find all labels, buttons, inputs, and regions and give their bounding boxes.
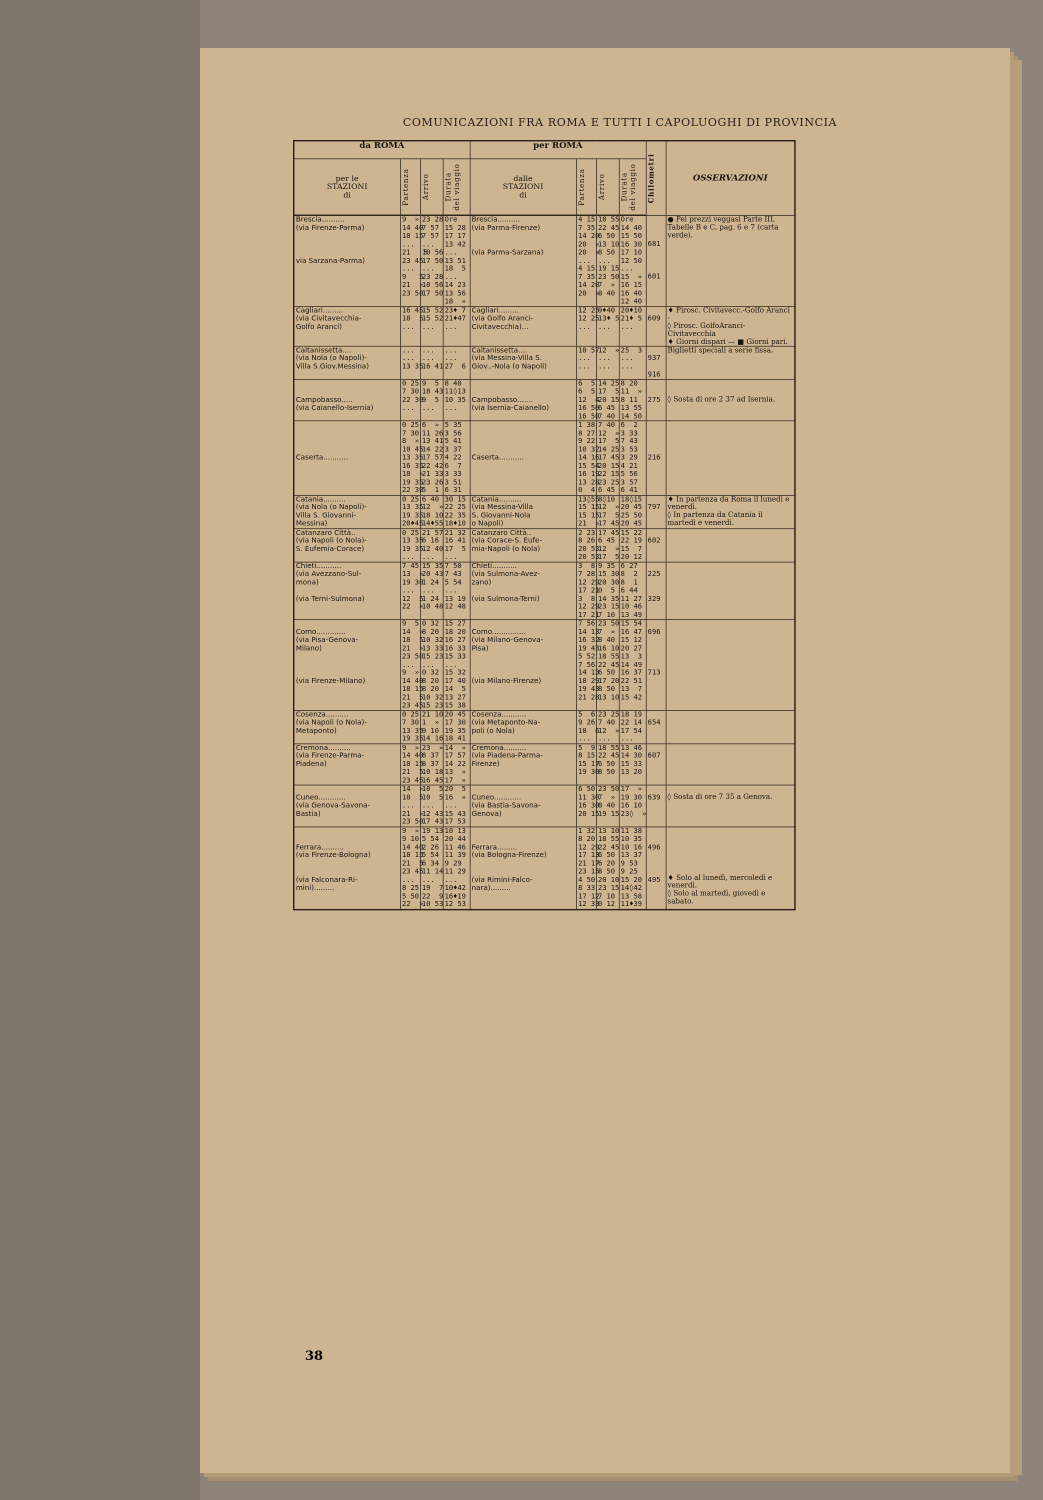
depart-time-cell: 12 25 12 25 ... xyxy=(576,306,596,346)
arrive-time-cell: 6 » 11 26 13 41 14 22 17 57 22 42 21 33 23 26 5 1 xyxy=(421,421,444,495)
arrive-time-cell: ... ... 16 41 xyxy=(420,346,443,379)
duration-cell: 8 40 11◊13 10 35 ... xyxy=(443,379,470,421)
depart-time-cell: 7 56 14 13 16 32 19 43 5 52 7 56 14 13 18 29 19 43 21 28 xyxy=(576,620,596,711)
duration-cell: 30 15 22 25 22 35 18♦10 xyxy=(443,495,470,528)
duration-cell: ... ... 27 6 xyxy=(443,346,470,379)
duration-cell: 20 5 16 » ... 15 43 17 53 xyxy=(443,785,470,827)
duration-cell: 23♦ 7 21♦47 ... xyxy=(443,306,470,346)
note-cell: Biglietti speciali a serie fissa. xyxy=(666,346,795,379)
duration-cell: 20 45 17 30 19 35 18 41 xyxy=(443,710,470,743)
stations-from-heading: dalle STAZIONI di xyxy=(470,159,577,215)
duration-cell: 6 27 8 2 8 1 6 44 11 27 10 46 13 49 xyxy=(619,562,646,620)
duration-cell: 11 38 10 35 10 16 13 37 9 53 9 25 15 20 14◊42 13 58 11♦39 xyxy=(619,827,646,910)
arrive-time-cell: 13 10 18 55 22 45 6 50 6 20 8 50 20 10 23 15 7 10 0 12 xyxy=(597,826,620,909)
duration-cell: 17 » 19 30 16 10 23◊ » xyxy=(619,785,646,827)
timetable-row xyxy=(294,528,795,561)
depart-time-cell: 9 » 14 40 18 15 ... 21 5 23 45 ... 9 5 21 » 23 50 xyxy=(400,215,420,306)
station-to-cell: Catanzaro Città.. (via Napoli (o Nola)- S. Eufemia-Corace) xyxy=(294,528,401,561)
note-cell: ♦ Pirosc. Civitavecc.-Golfo Aranci · ◊ Pirosc. GolfoAranci-Civitavecchia ♦ Giorni dispari — ■ Giorni pari. xyxy=(666,306,795,346)
arrive-time-cell: 18 55 22 45 6 50 8 50 xyxy=(596,744,619,786)
km-cell: 216 xyxy=(646,421,666,495)
duration-cell: 18◊15 20 45 25 50 20 45 xyxy=(619,495,646,528)
arrive-time-cell: 23 50 7 » 8 40 19 15 xyxy=(596,785,619,827)
depart-time-cell: 13◊55 15 15 15 15 21 » xyxy=(578,495,600,528)
note-cell xyxy=(666,528,795,561)
depart-time-cell: 4 15 7 35 14 20 20 » 20 » ... 4 15 7 35 14 20 20 » xyxy=(576,215,596,306)
arrive-time-cell: 9♦40 13♦ 5 ... xyxy=(596,306,619,346)
note-cell xyxy=(666,710,795,743)
depart-time-cell: 0 25 7 30 13 35 19 35 xyxy=(401,710,424,743)
depart-time-cell: 9 5 14 » 18 5 21 » 23 50 ... 9 » 14 40 18 15 21 5 23 45 xyxy=(401,619,424,710)
depart-time-cell: 1 32 8 20 12 29 17 13 21 17 23 15 4 50 8 33 17 12 12 33 xyxy=(578,826,600,909)
duration-cell: 25 3 ... ... xyxy=(619,346,646,379)
depart-time-cell: 0 25 7 30 8 » 10 45 13 35 16 35 18 » 19 35 22 30 xyxy=(401,421,424,495)
duration-cell: 18 19 22 14 17 54 ... xyxy=(619,710,646,743)
depart-time-cell: 0 25 13 35 19 35 20♦45 xyxy=(401,495,424,528)
duration-cell: 13 46 14 30 15 33 13 20 xyxy=(619,744,646,786)
to-rome-heading: per ROMA xyxy=(470,141,646,159)
km-cell: 225 329 xyxy=(646,562,666,620)
timetable-row xyxy=(294,215,795,306)
station-from-cell: Ferrara......... (via Bologna-Firenze) (via Rimini-Falco- nara)......... xyxy=(470,827,577,910)
note-cell: ♦ Solo al lunedì, mercoledì e venerdì. ◊ Solo al martedì, giovedì e sabato. xyxy=(666,827,795,910)
duration-cell: 5 35 3 56 5 41 3 37 4 22 6 7 3 33 3 51 6 31 xyxy=(443,421,470,495)
depart-time-cell: 5 9 8 15 15 17 19 30 xyxy=(576,744,596,786)
arrive-time-cell: 6 40 12 » 18 10 14♦55 xyxy=(421,495,444,528)
km-cell: 609 xyxy=(646,306,666,346)
arrive-time-cell: 9 35 15 30 20 30 0 5 14 35 23 15 7 10 xyxy=(597,562,620,619)
depart-time-cell: 2 23 8 26 20 53 20 53 xyxy=(578,528,600,562)
arrive-time-cell: 23 50 7 » 8 40 16 10 18 55 22 45 6 50 17 20 8 50 13 10 xyxy=(596,620,619,711)
duration-cell: 6 2 3 33 7 43 3 53 3 29 4 21 5 56 3 57 6 41 xyxy=(619,421,646,495)
km-cell: 937 916 xyxy=(646,346,666,379)
station-from-cell: Catania.......... (via Messina-Villa S. Giovanni-Nola o Napoli) xyxy=(470,495,577,528)
station-from-cell: Cagliari......... (via Golfo Aranci- Civitavecchia)... xyxy=(470,306,577,346)
arrive-time-cell: 14 25 17 5 20 15 6 45 7 40 xyxy=(597,379,620,421)
duration-cell: 15 22 22 19 15 7 20 12 xyxy=(619,528,646,561)
note-cell: ◊ Sosta di ore 7 35 a Genova. xyxy=(666,785,795,827)
station-from-cell: Cremona.......... (via Piadena-Parma- Firenze) xyxy=(470,744,577,786)
station-to-cell: Caserta........... xyxy=(294,421,401,495)
km-cell: 639 xyxy=(646,785,666,827)
duration-heading: Durata del viaggio xyxy=(620,163,637,211)
duration-cell: 15 54 16 47 15 12 20 27 13 3 14 49 16 37 22 51 13 7 15 42 xyxy=(619,620,646,711)
timetable-row xyxy=(294,744,795,786)
km-cell: 696 713 xyxy=(646,620,666,711)
station-to-cell: Brescia.......... (via Firenze-Parma) via Sarzana-Parma) xyxy=(294,215,401,306)
depart-time-cell: 0 25 7 30 22 30 ... xyxy=(400,379,420,421)
station-to-cell: Cagliari......... (via Civitavecchia- Golfo Aranci) xyxy=(294,306,401,346)
timetable-row xyxy=(294,620,795,711)
arrive-time-cell: 21 57 6 16 12 40 ... xyxy=(421,528,444,562)
note-cell: ♦ In partenza da Roma il lunedì e venerdì. ◊ In partenza da Catania il martedì e venerdì. xyxy=(666,495,795,528)
duration-cell: 7 50 7 43 5 54 ... 13 19 12 48 xyxy=(443,562,470,620)
station-from-cell: Chieti........... (via Sulmona-Avez- zano) (via Sulmona-Terni) xyxy=(470,562,577,620)
km-cell: 681 601 xyxy=(646,215,666,306)
note-cell: ◊ Sosta di ore 2 37 ad Isernia. xyxy=(666,379,795,421)
depart-time-cell: 5 6 9 26 18 6 ... xyxy=(578,710,600,743)
arrive-time-cell: 8◊10 12 » 17 5 17 45 xyxy=(597,495,620,528)
depart-time-cell: 6 5 6 5 12 4 16 50 16 50 xyxy=(578,379,600,421)
arrive-time-cell: 0 32 8 20 10 32 13 33 15 23 ... 0 32 8 20 8 20 10 32 15 23 xyxy=(421,619,444,710)
arrive-time-cell: 23 28 7 57 7 57 ... 10 56 17 50 ... 23 28 10 56 17 50 xyxy=(420,215,443,306)
depart-time-cell: 3 8 7 28 12 29 17 21 3 8 12 29 17 21 xyxy=(578,562,600,619)
timetable-row xyxy=(294,421,795,495)
depart-time-cell: 6 50 11 30 16 30 20 15 xyxy=(576,785,596,827)
arrive-time-cell: 17 45 6 45 12 » 17 5 xyxy=(597,528,620,562)
duration-cell: 20♦10 21♦ 5 ... xyxy=(619,306,646,346)
book-spine xyxy=(0,0,200,1500)
duration-cell: Ore 14 40 15 50 16 30 17 10 12 50 ... 15 » 16 15 16 40 12 40 xyxy=(619,215,646,306)
station-from-cell: Cosenza........... (via Metaponto-Na- poli (o Nola) xyxy=(470,710,577,743)
duration-cell: 8 20 11 » 8 11 13 55 14 50 xyxy=(619,379,646,421)
arrive-time-cell: 18 55 22 45 6 50 13 10 8 50 ... 19 15 23 50 7 » 8 40 xyxy=(596,215,619,306)
arrive-time-cell: 12 » ... ... xyxy=(596,346,619,379)
departure-heading: Partenza xyxy=(578,168,586,206)
note-cell: ● Pei prezzi veggasi Parte III, Tabelle B e C, pag. 6 e 7 (carta verde). xyxy=(666,215,795,306)
station-to-cell: Ferrara.......... (via Firenze-Bologna) (via Falconara-Ri- mini)......... xyxy=(294,827,401,910)
arrive-time-cell: 23 » 8 37 8 37 10 18 16 45 xyxy=(421,743,444,785)
timetable-row xyxy=(294,562,795,620)
station-from-cell: Brescia.......... (via Parma-Firenze) (via Parma-Sarzana) xyxy=(470,215,577,306)
timetable xyxy=(293,140,794,1203)
depart-time-cell: 16 45 18 5 ... xyxy=(400,306,420,346)
km-cell: 654 xyxy=(646,710,666,743)
station-to-cell: Como............. (via Pisa-Genova- Milano) (via Firenze-Milano) xyxy=(294,620,401,711)
km-cell: 607 xyxy=(646,744,666,786)
arrive-time-cell: 7 40 12 » 17 5 14 25 17 45 20 15 22 15 23 25 6 45 xyxy=(597,421,620,495)
note-cell xyxy=(666,744,795,786)
depart-time-cell: 9 » 9 10 14 40 18 15 21 5 23 45 ... 8 25 5 50 22 » xyxy=(401,826,424,909)
depart-time-cell: 9 » 14 40 18 15 21 5 23 45 xyxy=(401,743,424,785)
arrive-time-cell: 15 52 15 52 ... xyxy=(420,306,443,346)
timetable-row xyxy=(294,495,795,528)
depart-time-cell: 1 38 8 27 9 22 10 32 14 16 15 54 16 19 13 28 0 4 xyxy=(578,421,600,495)
duration-heading: Durata del viaggio xyxy=(444,163,461,211)
station-to-cell: Campobasso..... (via Caianello-Isernia) xyxy=(294,379,401,421)
station-to-cell: Cosenza.......... (via Napoli (o Nola)- Metaponto) xyxy=(294,710,401,743)
duration-cell: 21 32 16 41 17 5 ... xyxy=(443,528,470,561)
km-cell: 602 xyxy=(646,528,666,561)
timetable-row xyxy=(294,710,795,743)
station-to-cell: Cremona.......... (via Firenze-Parma- Piadena) xyxy=(294,744,401,786)
duration-cell: Ore 15 28 17 17 13 42 ... 13 51 18 5 ... 14 23 13 56 18 » xyxy=(443,215,470,306)
arrive-time-cell: 19 13 5 54 2 26 5 54 6 34 11 14 ... 19 7 22 9 10 53 xyxy=(421,826,444,909)
station-from-cell: Campobasso....... (via Isernia-Caianello) xyxy=(470,379,577,421)
km-cell: 496 495 xyxy=(646,827,666,910)
note-cell xyxy=(666,620,795,711)
depart-time-cell: ... ... 13 35 xyxy=(400,346,420,379)
station-to-cell: Catania.......... (via Nola (o Napoli)- Villa S. Giovanni- Messina) xyxy=(294,495,401,528)
duration-cell: 10 13 20 44 11 46 11 39 9 29 11 29 ... 10♦42 16♦19 12 53 xyxy=(443,827,470,910)
arrival-heading: Arrivo xyxy=(421,173,430,201)
note-cell xyxy=(666,421,795,495)
station-from-cell: Caserta........... xyxy=(470,421,577,495)
timetable-row xyxy=(294,306,795,346)
station-from-cell: Catanzaro Città.. (via Corace-S. Eufe- mia-Napoli (o Nola) xyxy=(470,528,577,561)
depart-time-cell: 10 57 ... ... xyxy=(576,346,596,379)
page-number: 38 xyxy=(305,1349,324,1364)
km-cell: 797 xyxy=(646,495,666,528)
arrive-time-cell: 23 25 7 40 12 » ... xyxy=(597,710,620,743)
station-to-cell: Chieti........... (via Avezzano-Sul- mona) (via Terni-Sulmona) xyxy=(294,562,401,620)
timetable-row xyxy=(294,827,795,910)
station-from-cell: Como............... (via Milano-Genova- Pisa) (via Milano-Firenze) xyxy=(470,620,577,711)
arrive-time-cell: 21 10 1 » 9 10 14 16 xyxy=(421,710,444,743)
station-from-cell: Cuneo............ (via Bastia-Savona- Genova) xyxy=(470,785,577,827)
km-heading: Chilometri xyxy=(647,153,656,204)
note-cell xyxy=(666,562,795,620)
timetable-row xyxy=(294,346,795,379)
depart-time-cell: 0 25 13 35 19 35 ... xyxy=(401,528,424,562)
page-header: COMUNICAZIONI FRA ROMA E TUTTI I CAPOLUOGHI DI PROVINCIA xyxy=(402,116,838,129)
arrive-time-cell: 10 5 10 5 ... 12 43 17 43 xyxy=(421,785,444,826)
timetable-row xyxy=(294,785,795,827)
station-to-cell: Cuneo............ (via Genova-Savona- Bastia) xyxy=(294,785,401,827)
notes-heading: OSSERVAZIONI xyxy=(666,141,795,216)
arrive-time-cell: 15 35 20 43 1 24 ... 1 24 10 48 xyxy=(420,562,443,620)
duration-cell: 15 27 18 20 16 27 16 33 15 33 ... 15 32 17 40 14 5 13 27 15 38 xyxy=(443,620,470,711)
depart-time-cell: 14 » 18 5 ... 21 » 23 50 xyxy=(401,785,424,826)
km-cell: 275 xyxy=(646,379,666,421)
departure-heading: Partenza xyxy=(401,168,410,206)
arrival-heading: Arrivo xyxy=(597,173,606,201)
arrive-time-cell: 9 5 18 43 9 5 ... xyxy=(420,379,443,421)
stations-to-heading: per le STAZIONI di xyxy=(294,159,401,215)
depart-time-cell: 7 45 13 » 19 30 ... 12 5 22 » xyxy=(400,562,420,620)
station-from-cell: Caltanissetta.... (via Messina-Villa S. Giov..-Nola (o Napoli) xyxy=(470,346,577,379)
from-rome-heading: da ROMA xyxy=(294,141,470,159)
station-to-cell: Caltanissetta.... (via Nola (o Napoli)- Villa S.Giov.Messina) xyxy=(294,346,401,379)
page-edge xyxy=(1010,60,1022,1475)
duration-cell: 14 » 17 57 14 22 13 » 17 » xyxy=(443,744,470,786)
timetable-row xyxy=(294,379,795,421)
